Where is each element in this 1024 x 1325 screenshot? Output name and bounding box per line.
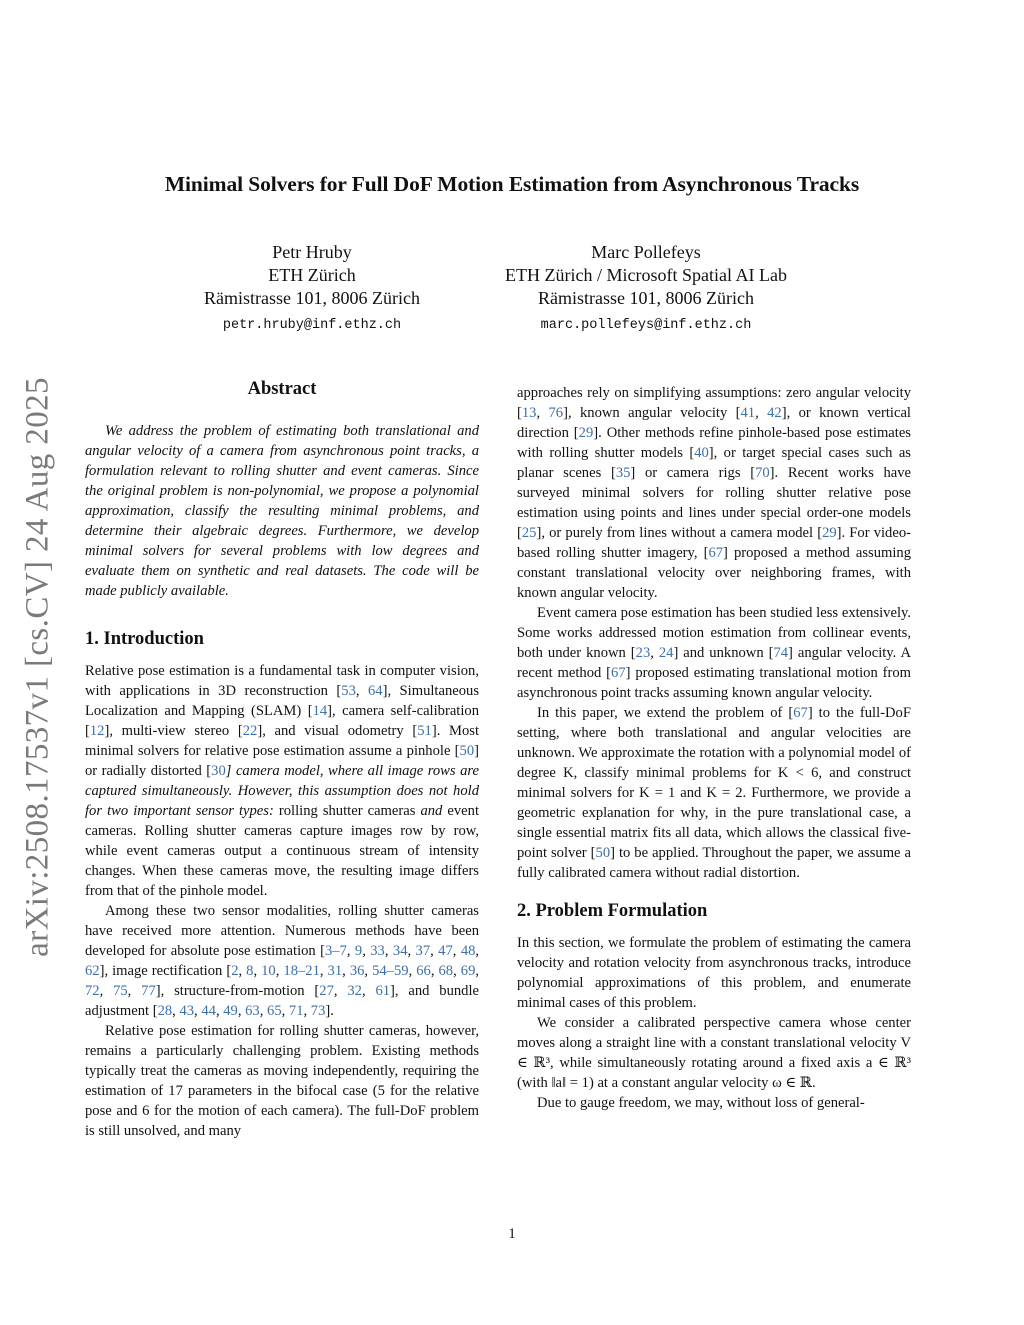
text-run: , (361, 983, 376, 999)
text-run: , (452, 943, 461, 959)
text-run: , (364, 963, 373, 979)
text-run: ]. Most minimal solvers for relative pose estimation assume a pinhole [ (85, 723, 480, 759)
text-run: , (303, 1003, 311, 1019)
text-run: ] or radially distorted [ (85, 743, 479, 779)
citation-link[interactable]: 75 (113, 983, 128, 999)
text-run: , (355, 683, 368, 699)
section-heading-problem-formulation: 2. Problem Formulation (517, 901, 708, 921)
text-run: , (238, 963, 247, 979)
text-run: ], known angular velocity [ (563, 405, 741, 421)
citation-link[interactable]: 69 (460, 963, 476, 979)
right-paragraph-3 (517, 703, 911, 883)
text-run: ], or target special cases such as planar scenes [ (517, 445, 911, 481)
citation-link[interactable]: 48 (460, 943, 476, 959)
text-run: ], or purely from lines without a camera model [ (536, 525, 823, 541)
text-run: , (333, 983, 348, 999)
citation-link[interactable]: 9 (354, 943, 363, 959)
text-run: , (319, 963, 328, 979)
text-run: , (430, 943, 439, 959)
citation-link[interactable]: 42 (767, 405, 782, 421)
sec2-paragraph-1: In this section, we formulate the problem of estimating the camera velocity and rotation velocity from asynchronous tracks, introduce polynomial approximations of this problem, and enumerate minimal cases of this problem. (517, 935, 911, 1011)
citation-link[interactable]: 2 (231, 963, 239, 979)
right-paragraph-1 (517, 383, 911, 603)
citation-link[interactable]: 63 (245, 1003, 260, 1019)
author-affiliation: ETH Zürich / Microsoft Spatial AI Lab (505, 265, 787, 285)
text-run: , (259, 1003, 268, 1019)
text-run: ], and visual odometry [ (257, 723, 418, 739)
text-run: , (342, 963, 350, 979)
citation-link[interactable]: 32 (347, 983, 362, 999)
text-run: rolling shutter cameras (278, 803, 416, 819)
citation-link[interactable]: 29 (578, 425, 594, 441)
text-run: Relative pose estimation is a fundamental task in computer vision, with applications in 3D reconstruction [ (85, 663, 479, 699)
citation-link[interactable]: 34 (392, 943, 408, 959)
text-run: ], image rectification [ (99, 963, 232, 979)
text-run: , (453, 963, 461, 979)
citation-link[interactable]: 76 (548, 405, 564, 421)
citation-link[interactable]: 41 (740, 405, 756, 421)
left-column (85, 379, 479, 1141)
citation-link[interactable]: 37 (415, 943, 431, 959)
citation-link[interactable]: 18–21 (283, 963, 320, 979)
text-run: , (194, 1003, 202, 1019)
author-email[interactable]: petr.hruby@inf.ethz.ch (222, 318, 402, 333)
citation-link[interactable]: 70 (755, 465, 770, 481)
intro-paragraph-3: Relative pose estimation for rolling shutter cameras, however, remains a particularly challenging problem. Existing methods typically treat the cameras as moving independently, requiring the estimation of 17 parameters in the bifocal case (5 for the relative pose and 6 for the motion of each camera). The full-DoF problem is still unsolved, and many (85, 1023, 479, 1139)
citation-link[interactable]: 54–59 (372, 963, 409, 979)
citation-link[interactable]: 12 (89, 723, 105, 739)
citation-link[interactable]: 67 (708, 545, 724, 561)
text-run: ] proposed a method assuming constant translational velocity over neighboring frames, with known angular velocity. (517, 545, 911, 601)
author-block-2 (476, 241, 816, 337)
citation-link[interactable]: 64 (367, 683, 383, 699)
text-run: , (99, 983, 114, 999)
text-run: , (346, 943, 355, 959)
emphasis-term: and (415, 803, 448, 819)
text-run: In this paper, we extend the problem of [ (537, 705, 794, 721)
citation-link[interactable]: 33 (370, 943, 385, 959)
text-run: ], Simultaneous Localization and Mapping (SLAM) [ (85, 683, 479, 719)
citation-link[interactable]: 74 (773, 645, 789, 661)
text-run: Among these two sensor modalities, rolling shutter cameras have received more attention. Numerous methods have been developed for absolute pose estimation [ (85, 903, 479, 959)
sec2-paragraph-3: Due to gauge freedom, we may, without loss of general- (537, 1095, 865, 1111)
citation-link[interactable]: 30 (211, 763, 226, 779)
text-run: ], and bundle adjustment [ (85, 983, 479, 1019)
citation-link[interactable]: 40 (694, 445, 709, 461)
emphasis-term: ] camera model, where all image rows are captured simultaneously. However, this assumption does not hold for two important sensor types: (85, 763, 479, 819)
citation-link[interactable]: 68 (438, 963, 454, 979)
intro-paragraph-2 (85, 901, 479, 1021)
intro-paragraph-1 (85, 661, 479, 901)
text-run: , (475, 943, 480, 959)
page-number: 1 (508, 1226, 516, 1242)
text-run: ] or camera rigs [ (630, 465, 756, 481)
text-run: , (127, 983, 142, 999)
abstract-text: We address the problem of estimating both translational and angular velocity of a camera from asynchronous point tracks, a formulation relevant to rolling shutter and event cameras. Since the original problem is non-polynomial, we propose a polynomial approximation, classify the resulting minimal problems, and determine their algebraic degrees. Furthermore, we develop minimal solvers for several problems with low degrees and evaluate them on synthetic and real datasets. The code will be made publicly available. (85, 423, 479, 599)
text-run: , (237, 1003, 246, 1019)
citation-link[interactable]: 53 (341, 683, 356, 699)
text-run: , (384, 943, 393, 959)
text-run: , (475, 963, 480, 979)
right-paragraph-2 (517, 603, 911, 703)
citation-link[interactable]: 35 (615, 465, 631, 481)
text-run: ], camera self-calibration [ (85, 703, 480, 739)
text-run: ] proposed estimating translational motion from asynchronous point tracks assuming known angular velocity. (517, 665, 911, 701)
citation-link[interactable]: 66 (416, 963, 431, 979)
citation-link[interactable]: 65 (267, 1003, 282, 1019)
author-block-1 (162, 241, 462, 337)
citation-link[interactable]: 8 (246, 963, 254, 979)
citation-link[interactable]: 50 (459, 743, 475, 759)
citation-link[interactable]: 22 (242, 723, 258, 739)
citation-link[interactable]: 71 (288, 1003, 304, 1019)
citation-link[interactable]: 51 (417, 723, 432, 739)
text-run: , (536, 405, 549, 421)
text-run: , (362, 943, 371, 959)
citation-link[interactable]: 28 (157, 1003, 173, 1019)
text-run: ]. For video-based rolling shutter imagery, [ (517, 525, 911, 561)
author-email[interactable]: marc.pollefeys@inf.ethz.ch (540, 318, 752, 333)
text-run: ], or known vertical direction [ (517, 405, 911, 441)
citation-link[interactable]: 73 (310, 1003, 326, 1019)
citation-link[interactable]: 49 (223, 1003, 238, 1019)
text-run: Event camera pose estimation has been studied less extensively. Some works addressed motion estimation from collinear events, both under known [ (517, 605, 911, 661)
right-column (517, 383, 911, 1113)
citation-link[interactable]: 43 (179, 1003, 195, 1019)
citation-link[interactable]: 3–7 (324, 943, 347, 959)
text-run: , (650, 645, 659, 661)
author-name: Petr Hruby (272, 242, 352, 262)
text-run: ] angular velocity. A recent method [ (517, 645, 911, 681)
text-run: , (281, 1003, 289, 1019)
section-heading-introduction: 1. Introduction (85, 629, 204, 649)
citation-link[interactable]: 25 (521, 525, 537, 541)
text-run: ] and unknown [ (673, 645, 774, 661)
citation-link[interactable]: 77 (141, 983, 156, 999)
paper-title: Minimal Solvers for Full DoF Motion Estimation from Asynchronous Tracks (164, 172, 860, 196)
text-run: . Rolling shutter cameras capture images row by row, while event cameras output a continuous stream of intensity changes. When these cameras move, the resulting image differs from that of the pinhole model. (85, 823, 479, 899)
text-run: , (408, 963, 417, 979)
abstract-heading: Abstract (247, 379, 317, 399)
citation-link[interactable]: 36 (349, 963, 365, 979)
text-run: ], multi-view stereo [ (104, 723, 243, 739)
text-run: ], structure-from-motion [ (155, 983, 320, 999)
citation-link[interactable]: 14 (312, 703, 328, 719)
text-run: approaches rely on simplifying assumptions: zero angular velocity [ (517, 385, 911, 421)
sec2-paragraph-2: We consider a calibrated perspective camera whose center moves along a straight line with a constant translational velocity V ∈ ℝ³, while simultaneously rotating around a fixed axis a ∈ ℝ³ (with ‖a‖ = 1) at a constant angular velocity ω ∈ ℝ. (517, 1015, 911, 1091)
citation-link[interactable]: 29 (822, 525, 837, 541)
text-run: , (407, 943, 416, 959)
text-run: , (172, 1003, 180, 1019)
citation-link[interactable]: 62 (85, 963, 100, 979)
author-address: Rämistrasse 101, 8006 Zürich (538, 288, 754, 308)
citation-link[interactable]: 44 (201, 1003, 216, 1019)
citation-link[interactable]: 67 (793, 705, 808, 721)
text-run: , (430, 963, 439, 979)
author-address: Rämistrasse 101, 8006 Zürich (204, 288, 420, 308)
text-run: , (253, 963, 262, 979)
text-run: ]. Other methods refine pinhole-based pose estimates with rolling shutter models [ (517, 425, 911, 461)
citation-link[interactable]: 10 (261, 963, 276, 979)
arxiv-stamp (8, 372, 68, 962)
citation-link[interactable]: 23 (635, 645, 651, 661)
arxiv-stamp-text: arXiv:2508.17537v1 [cs.CV] 24 Aug 2025 (19, 377, 56, 957)
text-run: ]. Recent works have surveyed minimal solvers for rolling shutter relative pose estimation using points and lines under special order-one models [ (517, 465, 911, 541)
citation-link[interactable]: 61 (375, 983, 391, 999)
citation-link[interactable]: 24 (658, 645, 674, 661)
text-run: ] to be applied. Throughout the paper, we assume a fully calibrated camera without radial distortion. (517, 845, 912, 881)
text-run: , (755, 405, 768, 421)
author-name: Marc Pollefeys (591, 242, 701, 262)
citation-link[interactable]: 31 (327, 963, 343, 979)
text-run: ]. (325, 1003, 334, 1019)
text-run: , (215, 1003, 224, 1019)
citation-link[interactable]: 13 (521, 405, 537, 421)
text-run: ] to the full-DoF setting, where both translational and angular velocities are unknown. We approximate the rotation with a polynomial model of degree K, classify minimal problems for K < 6, and construct minimal solvers for K = 1 and K = 2. Furthermore, we provide a geometric explanation for why, in the pure translational case, a single essential matrix fits all data, which allows the classical five-point solver [ (517, 705, 911, 861)
text-run: event cameras (85, 803, 479, 839)
author-affiliation: ETH Zürich (268, 265, 356, 285)
citation-link[interactable]: 50 (595, 845, 611, 861)
citation-link[interactable]: 27 (319, 983, 334, 999)
citation-link[interactable]: 67 (611, 665, 626, 681)
citation-link[interactable]: 72 (85, 983, 100, 999)
text-run: , (275, 963, 284, 979)
citation-link[interactable]: 47 (438, 943, 453, 959)
